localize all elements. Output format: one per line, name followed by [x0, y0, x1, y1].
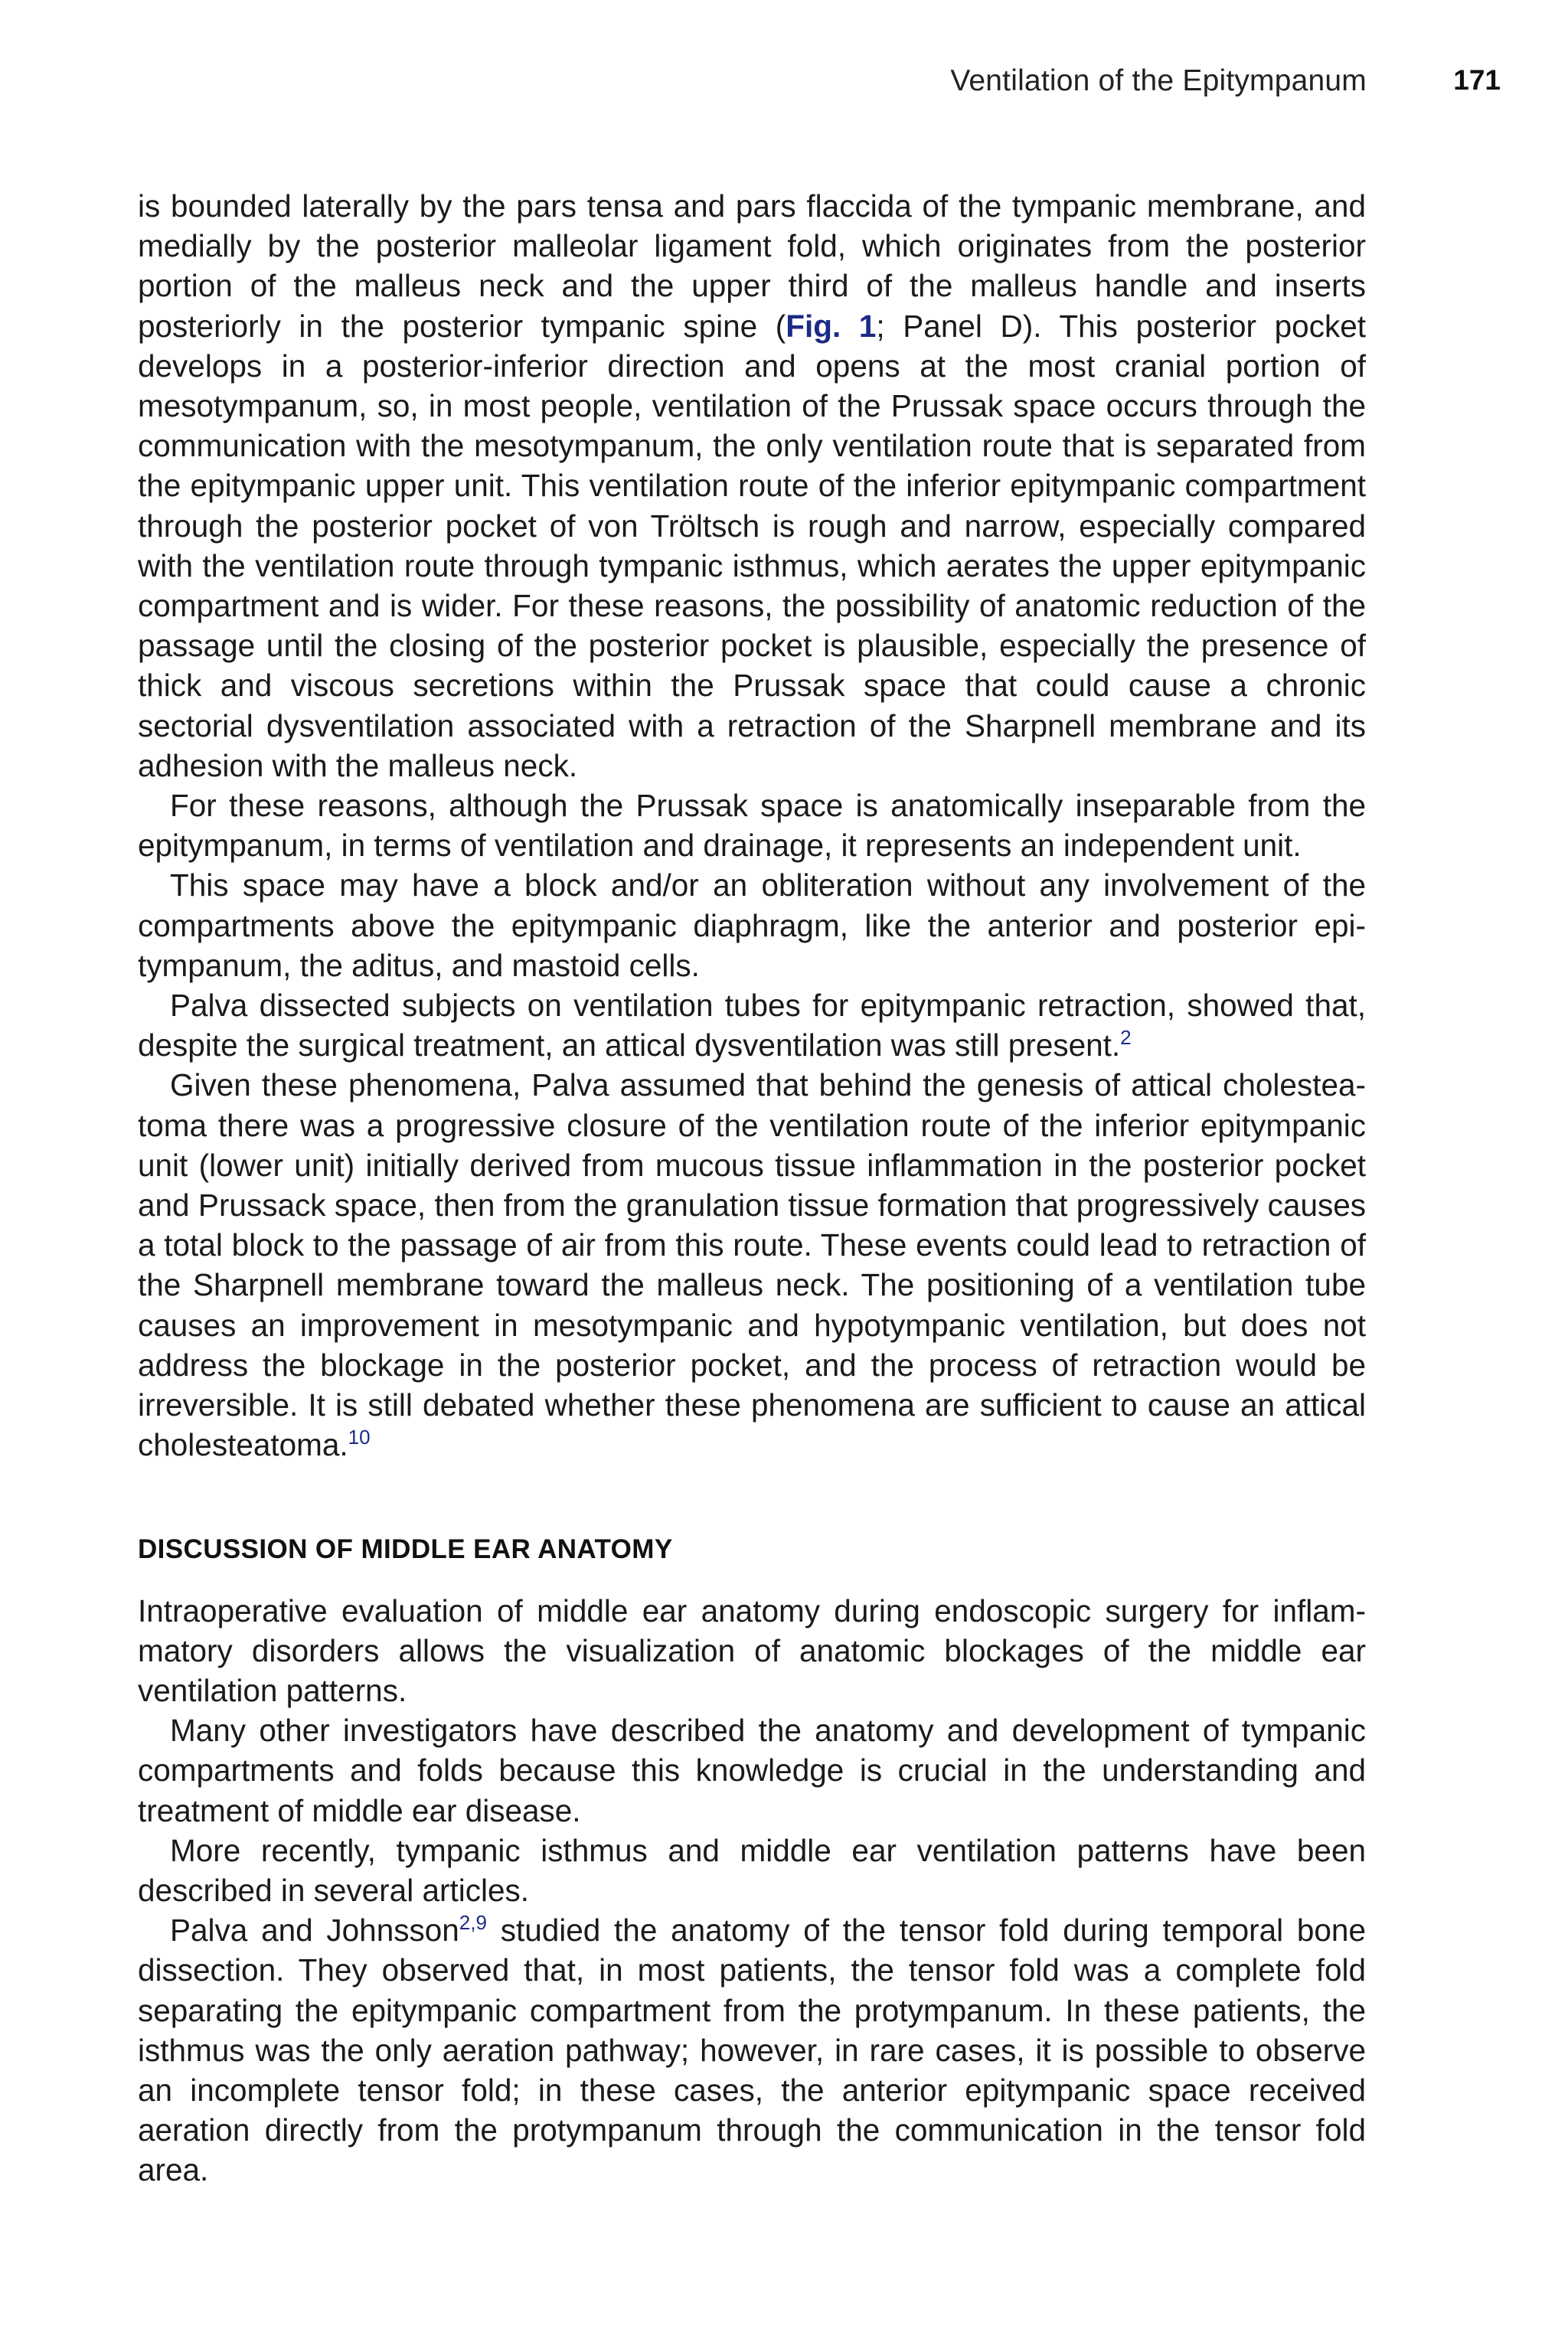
- article-body: [138, 186, 1366, 2190]
- citation-link[interactable]: 2: [1120, 1026, 1132, 1050]
- paragraph-investigators: Many other investigators have described the anatomy and development of tympanic compartments and folds because this knowledge is crucial in the understanding and treatment of middle ear disease.: [138, 1713, 1366, 1828]
- paragraph-recent-articles: More recently, tympanic isthmus and middle ear ventilation patterns have been described in several articles.: [138, 1832, 1366, 1908]
- paragraph-continued: is bounded laterally by the pars tensa and pars flaccida of the tympanic membrane, and medially by the posterior malleolar ligament fold, which originates from the posterior portion of the malleus neck and the upper third of the malleus handle and inserts posteriorly in the posterior tympanic spine (Fig. 1; Panel D). This posterior pocket develops in a posterior-inferior direction and opens at the most cranial portion of mesotympanum, so, in most people, ventilation of the Prussak space occurs through the communication with the mesotympanum, the only ventilation route that is separated from the epitympanic upper unit. This ventilation route of the inferior epitympanic compartment through the posterior pocket of von Tröltsch is rough and narrow, especially compared with the ventilation route through tympanic isthmus, which aerates the upper epitympanic compartment and is wider. For these reasons, the possibility of anatomic reduction of the passage until the closing of the posterior pocket is plausible, especially the presence of thick and viscous secretions within the Prussak space that could cause a chronic sectorial dysventilation associated with a retraction of the Sharpnell membrane and its adhesion with the malleus neck.: [138, 188, 1366, 783]
- paragraph-intraoperative-evaluation: Intraoperative evaluation of middle ear anatomy during endoscopic surgery for inflammatory disorders allows the visualization of anatomic blockages of the middle ear ventilation patterns.: [138, 1592, 1366, 1708]
- running-header: [0, 64, 1501, 107]
- paragraph-palva-johnsson: Palva and Johnsson$^{2,9}$ studied the anatomy of the tensor fold during temporal bone dissection. They observed that, in most patients, the tensor fold was a complete fold separating the epitympanic compartment from the protympanum. In these patients, the isthmus was the only aeration pathway; however, in rare cases, it is possible to observe an incomplete tensor fold; in these cases, the anterior epitympanic space received aeration directly from the protympanum through the communication in the tensor fold area.: [138, 1911, 1366, 2188]
- paragraph-palva-dissection: Palva dissected subjects on ventilation tubes for epitympanic retraction, showed that, despite the surgical treatment, an attical dysventilation was still present.$^2$: [138, 988, 1366, 1063]
- paragraph-palva-hypothesis: Given these phenomena, Palva assumed that behind the genesis of attical cholesteatoma there was a progressive closure of the ventilation route of the inferior epitympanic unit (lower unit) initially derived from mucous tissue inflammation in the posterior pocket and Prussack space, then from the granulation tissue formation that progressively causes a total block to the passage of air from this route. These events could lead to retraction of the Sharpnell membrane toward the malleus neck. The positioning of a ventilation tube causes an improvement in mesotympanic and hypotympanic ventilation, but does not address the blockage in the posterior pocket, and the process of retraction would be irreversible. It is still debated whether these phenomena are sufficient to cause an attical cholesteatoma.$^{10}$: [138, 1067, 1366, 1463]
- figure-reference-link[interactable]: Fig. 1: [786, 308, 877, 344]
- section-heading: DISCUSSION OF MIDDLE EAR ANATOMY: [138, 1534, 673, 1564]
- page-number: 171: [1453, 64, 1501, 96]
- paragraph-space-block: This space may have a block and/or an obliteration without any involvement of the compartments above the epitympanic diaphragm, like the anterior and posterior epitympanum, the aditus, and mastoid cells.: [138, 867, 1366, 983]
- citation-link[interactable]: 2,9: [459, 1911, 487, 1935]
- paragraph-prussak-independent-unit: For these reasons, although the Prussak space is anatomically inseparable from the epitympanum, in terms of ventilation and drainage, it represents an independent unit.: [138, 788, 1366, 864]
- running-title: Ventilation of the Epitympanum: [950, 64, 1367, 97]
- citation-link[interactable]: 10: [348, 1426, 371, 1449]
